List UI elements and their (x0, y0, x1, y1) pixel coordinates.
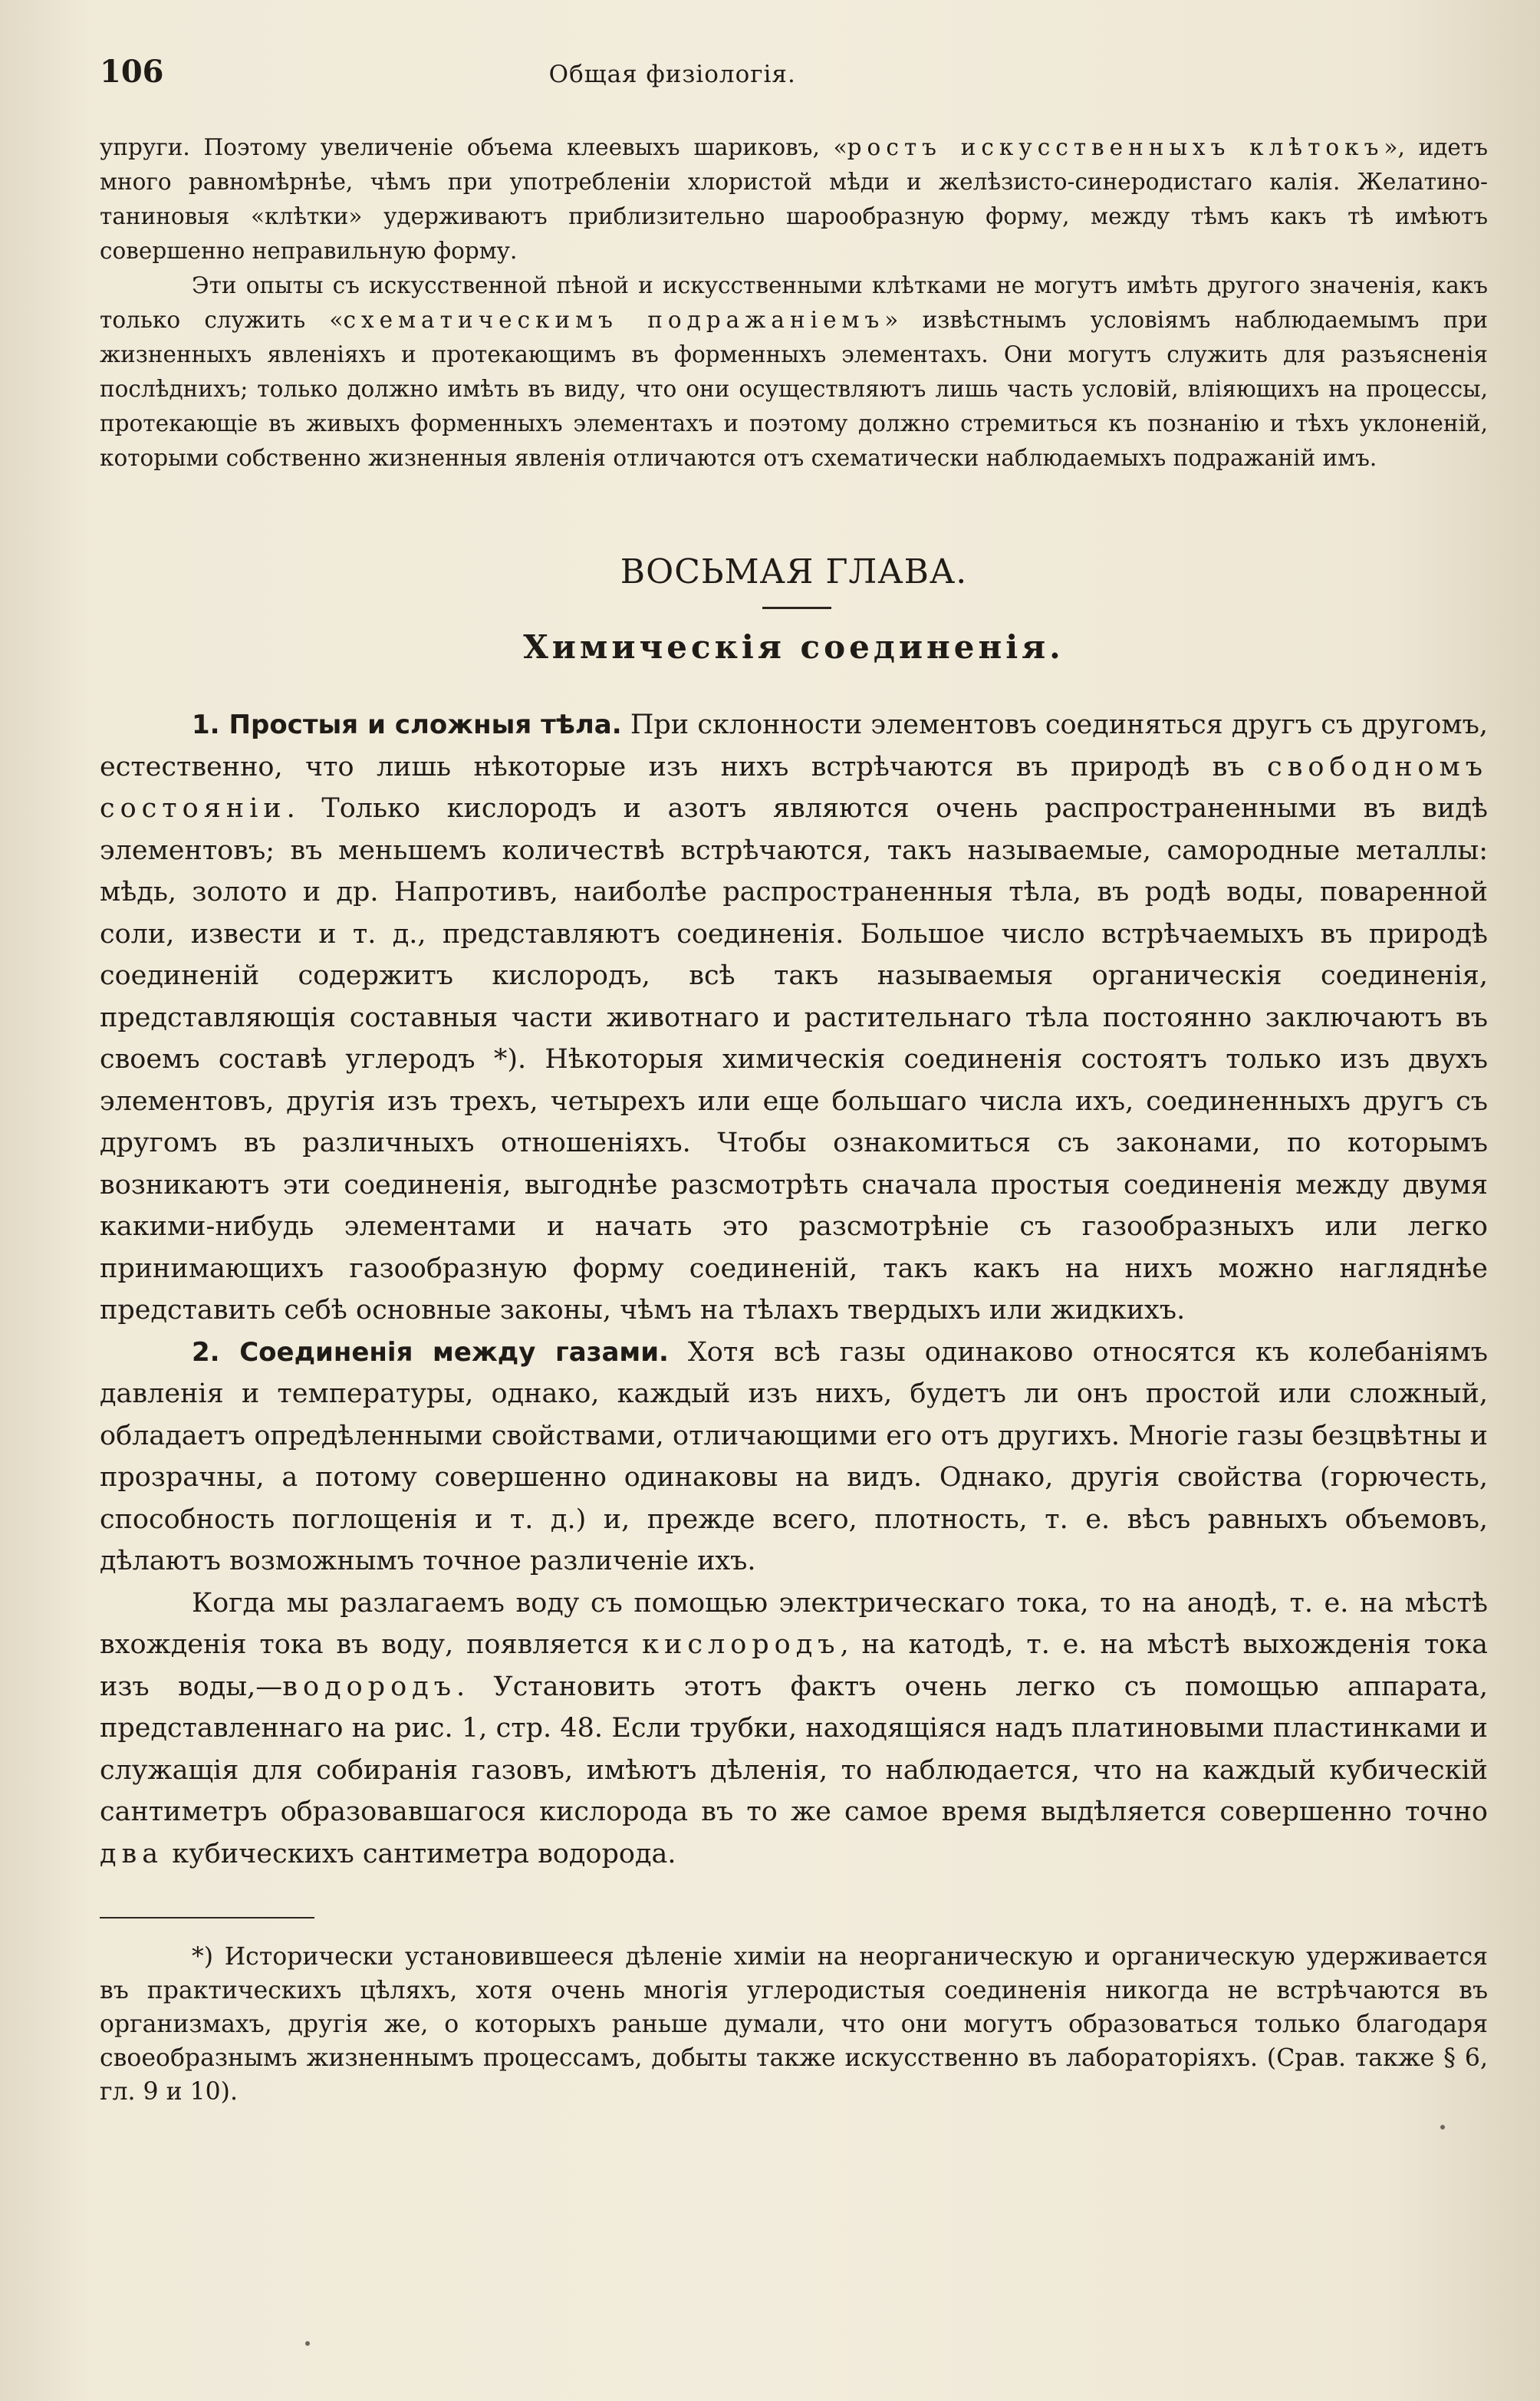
section-2-label: 2. Соединенія между газами. (192, 1336, 669, 1368)
running-head (100, 54, 1273, 100)
spaced-emphasis: ростъ искусственныхъ клѣтокъ (847, 134, 1384, 160)
section-heading: Химическія соединенія. (523, 628, 1065, 666)
spaced-emphasis: свободномъ состояніи (100, 751, 1488, 824)
text-run: . Установить этотъ фактъ очень легко съ помощью аппарата, представленнаго на рис. 1, стр. 48. Если трубки, находящіяся надъ платиновыми пластинками и служащія для собиранія газовъ, имѣютъ дѣленія, то наблюдается, что на каждый кубическій сантиметръ образовавшагося кислорода въ то же самое время выдѣляется совершенно точно (100, 1671, 1488, 1827)
intro-paragraph-2 (100, 268, 1488, 476)
chapter-rule (762, 607, 831, 609)
section-1-label: 1. Простыя и сложныя тѣла. (192, 710, 622, 740)
text-run: . Только кислородъ и азотъ являются очень распространенными въ видѣ элементовъ; въ меньшемъ количествѣ встрѣчаются, такъ называемые, самородные металлы: мѣдь, золото и др. Напротивъ, наиболѣе распространенныя тѣла, въ родѣ воды, поваренной соли, извести и т. д., представляютъ соединенія. Большое число встрѣчаемыхъ въ природѣ соединеній содержитъ кислородъ, всѣ такъ называемыя органическія соединенія, представляющія составныя части животнаго и растительнаго тѣла постоянно заключаютъ въ своемъ составѣ углеродъ *). Нѣкоторыя химическія соединенія состоятъ только изъ двухъ элементовъ, другія изъ трехъ, четырехъ или еще большаго числа ихъ, соединенныхъ другъ съ другомъ въ различныхъ отношеніяхъ. Чтобы ознакомиться съ законами, по которымъ возникаютъ эти соединенія, выгоднѣе разсмотрѣть сначала простыя соединенія между двумя какими-нибудь элементами и начать это разсмотрѣніе съ газообразныхъ или легко принимающихъ газообразную форму соединеній, такъ какъ на нихъ можно нагляднѣе представить себѣ основные законы, чѣмъ на тѣлахъ твердыхъ или жидкихъ. (100, 793, 1488, 1326)
footnote (100, 1940, 1509, 2109)
spaced-emphasis: кислородъ (642, 1629, 841, 1660)
spaced-emphasis: два (100, 1838, 164, 1869)
text-run: упруги. Поэтому увеличеніе объема клеевыхъ шариковъ, « (100, 134, 847, 160)
intro-section (100, 130, 1509, 476)
text-run: » извѣстнымъ условіямъ наблюдаемымъ при жизненныхъ явленіяхъ и протекающимъ въ форменныхъ элементахъ. Они могутъ служить для разъясненія послѣднихъ; только должно имѣть въ виду, что они осуществляютъ лишь часть условій, вліяющихъ на процессы, протекающіе въ живыхъ форменныхъ элементахъ и поэтому должно стремиться къ познанію и тѣхъ уклоненій, которыми собственно жизненныя явленія отличаются отъ схематически наблюдаемыхъ подражаній имъ. (100, 307, 1488, 471)
ink-speck (1440, 2125, 1445, 2129)
spaced-emphasis: водородъ (282, 1671, 456, 1702)
ink-speck (305, 2341, 310, 2346)
section-2-paragraph (100, 1332, 1488, 1583)
text-run: , на катодѣ, т. е. на мѣстѣ выхожденія тока изъ воды,— (100, 1629, 1488, 1702)
text-run: Эти опыты съ искусственной пѣной и искусственными клѣтками не могутъ имѣть другого значенія, какъ только служить « (100, 272, 1488, 333)
text-run: При склонности элементовъ соединяться другъ съ другомъ, естественно, что лишь нѣкоторые изъ нихъ встрѣчаются въ природѣ въ (100, 710, 1488, 782)
text-run: », идетъ много равномѣрнѣе, чѣмъ при употребленіи хлористой мѣди и желѣзисто-синеродистаго калія. Желатино-таниновыя «клѣтки» удерживаютъ приблизительно шарообразную форму, между тѣмъ какъ тѣ имѣютъ совершенно неправильную форму. (100, 134, 1488, 264)
footnote-rule (100, 1917, 314, 1918)
text-run: Когда мы разлагаемъ воду съ помощью электрическаго тока, то на анодѣ, т. е. на мѣстѣ вхожденія тока въ воду, появляется (100, 1587, 1488, 1660)
spaced-emphasis: схематическимъ подражаніемъ (343, 307, 885, 333)
running-title: Общая физіологія. (548, 61, 796, 88)
footnote-text: *) Исторически установившееся дѣленіе химіи на неорганическую и органическую удерживается въ практическихъ цѣляхъ, хотя очень многія углеродистыя соединенія никогда не встрѣчаются въ организмахъ, другія же, о которыхъ раньше думали, что они могутъ образоваться только благодаря своеобразнымъ жизненнымъ процессамъ, добыты также искусственно въ лабораторіяхъ. (Срав. также § 6, гл. 9 и 10). (100, 1943, 1488, 2106)
chapter-title: ВОСЬМАЯ ГЛАВА. (620, 552, 968, 591)
text-run: Хотя всѣ газы одинаково относятся къ колебаніямъ давленія и температуры, однако, каждый изъ нихъ, будетъ ли онъ простой или сложный, обладаетъ опредѣленными свойствами, отличающими его отъ другихъ. Многіе газы безцвѣтны и прозрачны, а потому совершенно одинаковы на видъ. Однако, другія свойства (горючесть, способность поглощенія и т. д.) и, прежде всего, плотность, т. е. вѣсъ равныхъ объемовъ, дѣлаютъ возможнымъ точное различеніе ихъ. (100, 1336, 1488, 1576)
page-number: 106 (100, 54, 164, 90)
body-text (100, 704, 1509, 1875)
intro-paragraph-1 (100, 130, 1488, 268)
section-1-paragraph (100, 704, 1488, 1332)
section-2-paragraph-2 (100, 1583, 1488, 1876)
text-run: кубическихъ сантиметра водорода. (163, 1838, 676, 1869)
